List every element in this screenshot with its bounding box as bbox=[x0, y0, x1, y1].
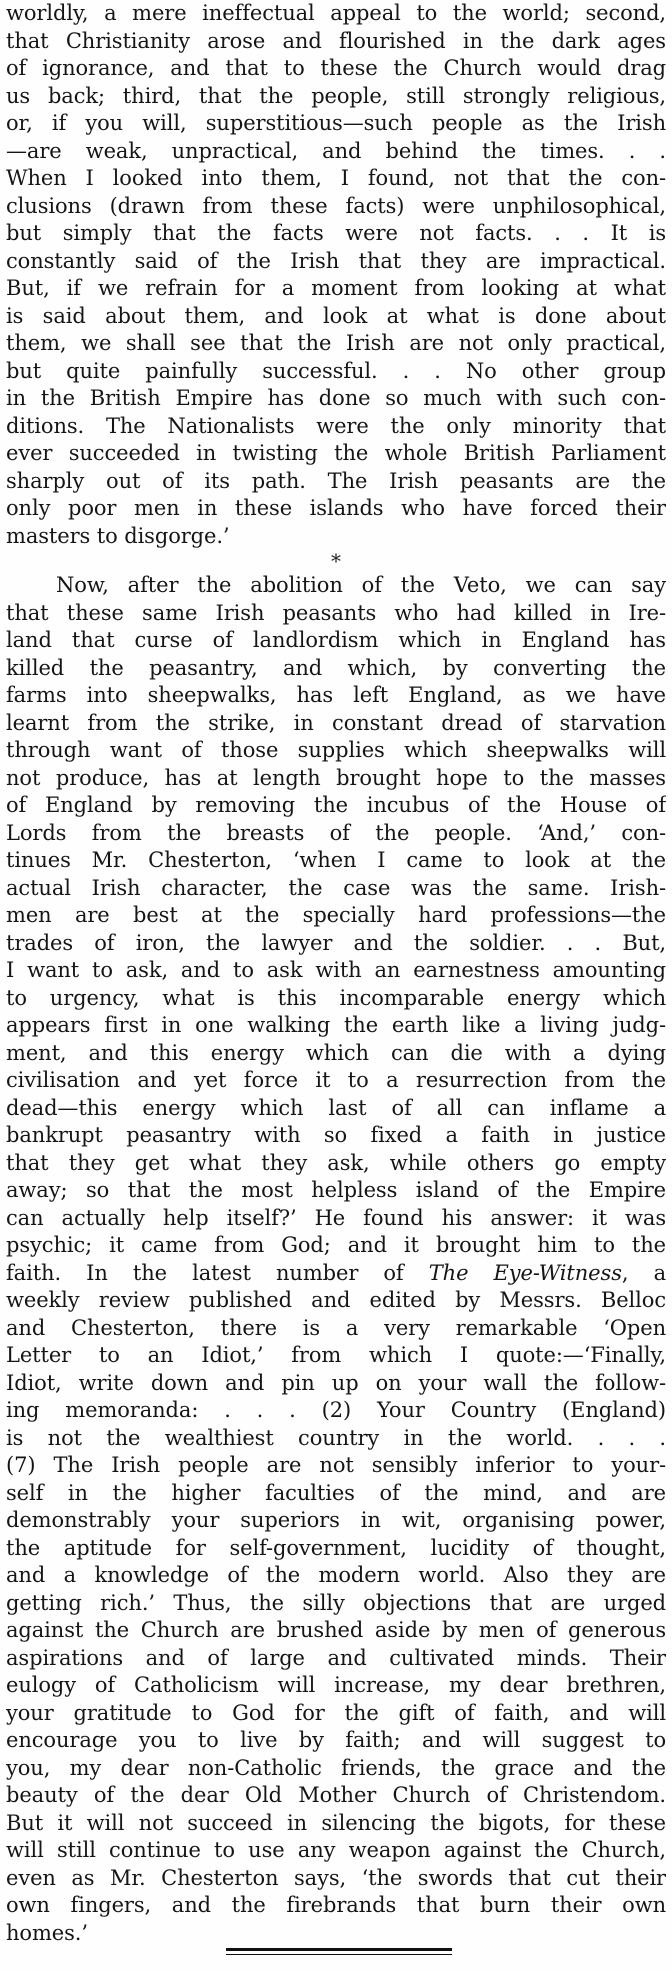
text-line: I want to ask, and to ask with an earnestness amounting bbox=[6, 958, 666, 982]
periodical-title: The Eye-Witness bbox=[428, 1260, 622, 1285]
text-line: but simply that the facts were not facts. . . It is bbox=[6, 221, 666, 245]
text-line: against the Church are brushed aside by men of generous bbox=[6, 1618, 666, 1642]
text-line: When I looked into them, I found, not that the con- bbox=[6, 166, 666, 190]
text-line: learnt from the strike, in constant dread of starvation bbox=[6, 710, 666, 735]
text-line: But it will not succeed in silencing the bigots, for these bbox=[6, 1810, 666, 1835]
text-line: is not the wealthiest country in the world. . . . bbox=[6, 1425, 666, 1450]
text-line: the aptitude for self-government, lucidity of thought, bbox=[6, 1535, 666, 1560]
text-line: demonstrably your superiors in wit, organising power, bbox=[6, 1508, 666, 1532]
text-line: ever succeeded in twisting the whole British Parliament bbox=[6, 441, 666, 465]
text-line: us back; third, that the people, still strongly religious, bbox=[6, 83, 666, 108]
text-line: worldly, a mere ineffectual appeal to the world; second, bbox=[6, 1, 666, 25]
text-line: masters to disgorge.’ bbox=[6, 523, 230, 548]
text-line: that Christianity arose and flourished in the dark ages bbox=[6, 28, 666, 53]
text-line: and Chesterton, there is a very remarkable ‘Open bbox=[6, 1315, 666, 1340]
text-line: dead—this energy which last of all can inflame a bbox=[6, 1095, 666, 1120]
text-line: getting rich.’ Thus, the silly objections that are urged bbox=[6, 1590, 666, 1615]
text-line: own fingers, and the firebrands that burn their own bbox=[6, 1893, 666, 1917]
text-line: only poor men in these islands who have forced their bbox=[6, 496, 666, 520]
paragraph-veto bbox=[6, 572, 666, 1260]
end-rule-thick bbox=[226, 1948, 452, 1951]
text-segment: faith. In the latest number of bbox=[6, 1260, 429, 1285]
text-line: your gratitude to God for the gift of faith, and will bbox=[6, 1700, 666, 1725]
text-line: self in the higher faculties of the mind, and are bbox=[6, 1480, 666, 1505]
text-line: men are best at the specially hard professions—the bbox=[6, 903, 666, 927]
text-line: homes.’ bbox=[6, 1920, 88, 1945]
text-line: ditions. The Nationalists were the only minority that bbox=[6, 413, 666, 438]
text-line: trades of iron, the lawyer and the soldier. . . But, bbox=[6, 930, 666, 955]
text-line: civilisation and yet force it to a resurrection from the bbox=[6, 1068, 666, 1092]
text-segment: , a bbox=[621, 1260, 666, 1285]
end-rule-thin bbox=[226, 1954, 452, 1955]
text-line: ing memoranda: . . . (2) Your Country (England) bbox=[6, 1398, 666, 1422]
paragraph-veto-continued bbox=[6, 1287, 666, 1947]
text-line: can actually help itself?’ He found his answer: it was bbox=[6, 1205, 666, 1230]
text-line: land that curse of landlordism which in England has bbox=[6, 628, 666, 652]
text-line: you, my dear non-Catholic friends, the grace and the bbox=[6, 1755, 666, 1780]
text-column bbox=[6, 0, 666, 1947]
text-line: psychic; it came from God; and it brought him to the bbox=[6, 1233, 666, 1257]
section-asterism: * bbox=[331, 549, 341, 573]
text-line: aspirations and of large and cultivated minds. Their bbox=[6, 1645, 666, 1670]
text-line: Idiot, write down and pin up on your wall the follow- bbox=[6, 1370, 666, 1395]
text-line: through want of those supplies which sheepwalks will bbox=[6, 738, 666, 762]
text-line: bankrupt peasantry with so fixed a faith in justice bbox=[6, 1123, 666, 1147]
text-line: farms into sheepwalks, has left England, as we have bbox=[6, 683, 666, 707]
text-line: weekly review published and edited by Messrs. Belloc bbox=[6, 1288, 666, 1312]
text-line: is said about them, and look at what is done about bbox=[6, 303, 666, 328]
text-line-italic-title bbox=[6, 1260, 666, 1288]
text-line: But, if we refrain for a moment from looking at what bbox=[6, 276, 666, 300]
text-line: killed the peasantry, and which, by converting the bbox=[6, 655, 666, 680]
text-line: that they get what they ask, while others go empty bbox=[6, 1150, 666, 1175]
text-line: ment, and this energy which can die with a dying bbox=[6, 1040, 666, 1065]
text-line: sharply out of its path. The Irish peasants are the bbox=[6, 468, 666, 493]
text-line: in the British Empire has done so much with such con- bbox=[6, 386, 666, 410]
text-line: of England by removing the incubus of the House of bbox=[6, 793, 666, 817]
text-line: but quite painfully successful. . . No other group bbox=[6, 358, 666, 383]
text-line: (7) The Irish people are not sensibly inferior to your- bbox=[6, 1453, 666, 1477]
text-line: beauty of the dear Old Mother Church of Christendom. bbox=[6, 1783, 666, 1807]
text-line: that these same Irish peasants who had killed in Ire- bbox=[6, 600, 666, 625]
text-line: away; so that the most helpless island of the Empire bbox=[6, 1178, 666, 1202]
text-line: will still continue to use any weapon against the Church, bbox=[6, 1838, 666, 1862]
text-line: or, if you will, superstitious—such people as the Irish bbox=[6, 111, 666, 135]
text-line: constantly said of the Irish that they are impractical. bbox=[6, 248, 666, 273]
text-line: clusions (drawn from these facts) were unphilosophical, bbox=[6, 193, 666, 218]
text-line: tinues Mr. Chesterton, ‘when I came to look at the bbox=[6, 848, 666, 872]
text-line: actual Irish character, the case was the same. Irish- bbox=[6, 875, 666, 900]
text-line: appears first in one walking the earth like a living judg- bbox=[6, 1013, 666, 1037]
end-rule bbox=[0, 1948, 672, 1960]
text-line: Letter to an Idiot,’ from which I quote:—‘Finally, bbox=[6, 1343, 666, 1367]
paragraph-quote-continuation bbox=[6, 0, 666, 550]
text-line: of ignorance, and that to these the Church would drag bbox=[6, 56, 666, 80]
text-line: not produce, has at length brought hope to the masses bbox=[6, 765, 666, 790]
text-line: them, we shall see that the Irish are not only practical, bbox=[6, 331, 666, 355]
text-line: Now, after the abolition of the Veto, we can say bbox=[56, 573, 666, 597]
text-line: encourage you to live by faith; and will suggest to bbox=[6, 1728, 666, 1752]
text-line: eulogy of Catholicism will increase, my dear brethren, bbox=[6, 1673, 666, 1697]
text-line: Lords from the breasts of the people. ‘And,’ con- bbox=[6, 820, 666, 845]
text-line: and a knowledge of the modern world. Also they are bbox=[6, 1563, 666, 1587]
text-line: —are weak, unpractical, and behind the times. . . bbox=[6, 138, 666, 163]
text-line: even as Mr. Chesterton says, ‘the swords that cut their bbox=[6, 1865, 666, 1890]
text-line: to urgency, what is this incomparable energy which bbox=[6, 985, 666, 1010]
